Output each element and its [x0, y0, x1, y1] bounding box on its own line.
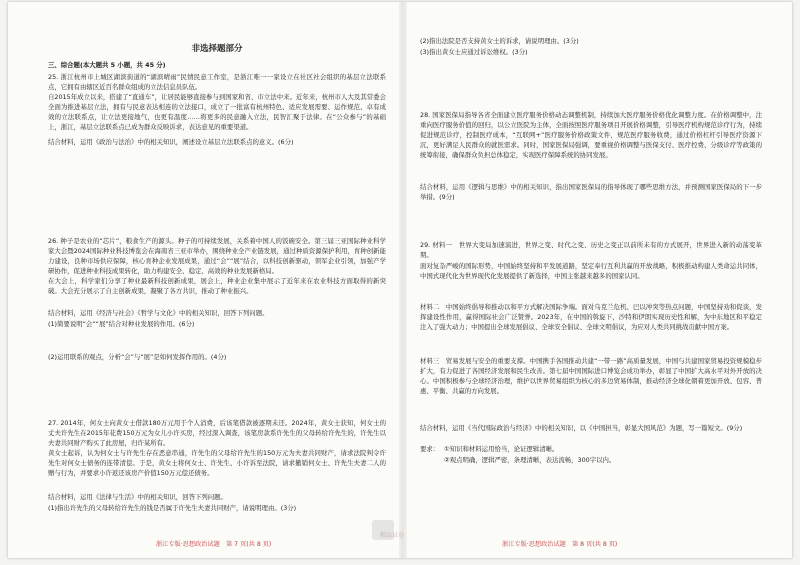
exam-sheet: [8, 2, 792, 558]
question-25-text: 25. 浙江杭州市上城区湖滨街道的“湖滨晴雨”民情民意工作室，是浙江唯一一家设立在社区社会组织的基层立法联系点，它拥有由辖区近百名群众组成的立法信息员队伍。 自2015年成立以来，搭建了“直通车”，让居民能够直接参与到国家和省、市立法中来。近年来，杭州市人大及其常委会全面为推进基层立法，拥有与民意表达相连的立法接口，成立了一批富有杭州特色、适应发展需要、运作规范、卓有成效的立法联系点，让立法更接地气，也更有温度……将更多的民意融入立法，民智汇聚于法律。在“公众参与”的基础上，浙江，基层立法联系点已成为群众反映诉求，表达意见的重要渠道。: [48, 73, 386, 132]
question-29-task: 结合材料，运用《当代国际政治与经济》中的相关知识，以《中国担当，彰显大国风范》为题，写一篇短文。(9分): [420, 424, 743, 432]
question-27-text: 27. 2014年，何女士向黄女士借款180万元用于个人消费，后该笔借款被逐期未还。2024年，黄女士获知，何女士的丈夫许先生在2015年花费150万元为女儿小许买房，经过深入调查，该笔房款系许先生的父母转给许先生的，许先生以夫妻共同财产购买了此房屋，归许某所有。 黄女士起诉，认为何女士与许先生存在恶意串通，许先生的父母给许先生的150万元为夫妻共同财产，请求法院判令许先生对何女士债务的连带清偿。于是，黄女士将何女士、许先生、小许诉至法院，请求撤销何女士、许先生夫妻二人的赠与行为，并要求小许返还该房产价值150万元偿还债务。: [48, 419, 386, 478]
question-25-task: 结合材料，运用《政治与法治》中的相关知识，阐述设立基层立法联系点的意义。(6分): [48, 138, 294, 146]
right-page: [420, 2, 762, 542]
watermark-stamp-text: 精品试卷: [380, 532, 405, 539]
question-27-sub1: (1)指出许先生的父母转给许先生的钱是否属于许先生夫妻共同财产，请说明理由。(3分): [48, 504, 297, 512]
question-27-task: 结合材料，运用《法律与生活》中的相关知识，回答下列问题。: [48, 493, 227, 501]
question-27-sub3: (3)指出黄女士应通过诉讼维权。(3分): [420, 48, 528, 56]
question-26-task: 结合材料，运用《经济与社会》《哲学与文化》中的相关知识，回答下列问题。: [48, 309, 269, 317]
section-title: 非选择题部分: [191, 44, 243, 54]
question-28-text: 28. 国家医保局指导各省全面建立医疗服务价格动态调整机制，持续加大医疗服务价格优化调整力度。在价格调整中，注重向医疗服务价值的回归，以公立医院为主体，全面按照医疗服务项目开展价格调整，引导医疗机构规范诊疗行为，持续促进规范诊疗，控制医疗成本，“互联网+”医疗服务价格政策文件，规范医疗服务收费，通过价格杠杆引导医疗资源下沉，更好满足人民群众的就医需求。同时，国家医保局强调，要重视价格调整与医保支付、医疗控费、分级诊疗等政策的统筹衔接，确保群众负担总体稳定，实现医疗保障系统的协同发展。: [420, 111, 762, 160]
question-29-requirement-2: ②观点明确，逻辑严密，条理清晰，表达流畅，300字以内。: [444, 456, 616, 464]
question-29-requirement-1: ①知识和材料运用恰当，论证逻辑清晰。: [444, 445, 559, 453]
question-26-text: 26. 种子是农业的“芯片”，粮食生产的源头。种子的可持续发展，关系着中国人的饭碗安全。第三届三亚国际种业科学家大会暨2024国际种业科技博览会在海南省三亚市举办，围绕种业全产业链发展，通过种质资源保护利用，育种创新能力建设，良种市场供应保障，核心育种企业发展成果，通过“会”“展”结合，以科技创新驱动，领军企业引领，加强产学研协作，促进种业科技成果转化，助力构建安全、稳定、高效的种业发展新格局。 在大会上，科学家们分享了种业最新科技创新成果，展会上，种业企业集中展示了近年来在农业科技方面取得的新突破。大会充分展示了自主创新成果，凝聚了各方共识，推动了种业振兴。: [48, 237, 386, 296]
question-29-material-2: 材料二 中国始终倡导和推动以和平方式解决国际争端。面对乌克兰危机、巴以冲突等热点问题，中国坚持劝和促谈，发挥建设性作用，赢得国际社会广泛赞誉。2023年，在中国的斡旋下，沙特和伊朗实现历史性和解，为中东地区和平稳定注入了强大动力；中国提出全球发展倡议、全球安全倡议、全球文明倡议，为应对人类共同挑战贡献中国方案。: [420, 303, 762, 332]
question-28-task: 结合材料，运用《逻辑与思维》中的相关知识，指出国家医保局的指导体现了哪些思维方法，并预测国家医保局的下一步举措。(9分): [420, 183, 762, 202]
question-29-requirements-label: 要求：: [420, 445, 440, 453]
question-29-intro: 29. 材料一 世界大变局加速演进，世界之变、时代之变、历史之变正以前所未有的方式展开，世界进入新的动荡变革期。: [420, 241, 762, 260]
left-page: [48, 2, 386, 542]
question-29-material-1: 面对复杂严峻的国际形势，中国始终坚持和平发展道路，坚定奉行互利共赢的开放战略，积极推动构建人类命运共同体，中国式现代化为世界现代化发展提供了新选择，中国主张越来越多的国家认同。: [420, 262, 762, 281]
question-27-sub2: (2)指出法院是否支持黄女士的诉求，请说明理由。(3分): [420, 37, 579, 45]
question-26-sub2: (2)运用联系的观点，分析“会”与“展”是如何发挥作用的。(4分): [48, 353, 227, 361]
right-page-footer: 浙江专版·思想政治试题 第 8 页(共 8 页): [502, 541, 618, 548]
question-26-sub1: (1)简要说明“会”“展”结合对种业发展的作用。(6分): [48, 320, 195, 328]
question-29-material-3: 材料三 贸易发展与安全的重要支撑。中国携手各国推动共建“一带一路”高质量发展，中国与共建国家贸易投资规模稳步扩大，有力促进了各国经济发展和民生改善。第七届中国国际进口博览会成功举办，彰显了中国扩大高水平对外开放的决心。中国积极参与全球经济治理，维护以世界贸易组织为核心的多边贸易体制，推动经济全球化朝着更加开放、包容、普惠、平衡、共赢的方向发展。: [420, 357, 762, 396]
section-heading: 三、综合题(本大题共 5 小题，共 45 分): [48, 61, 166, 69]
left-page-footer: 浙江专版·思想政治试题 第 7 页(共 8 页): [156, 541, 272, 548]
page-fold: [399, 2, 407, 558]
